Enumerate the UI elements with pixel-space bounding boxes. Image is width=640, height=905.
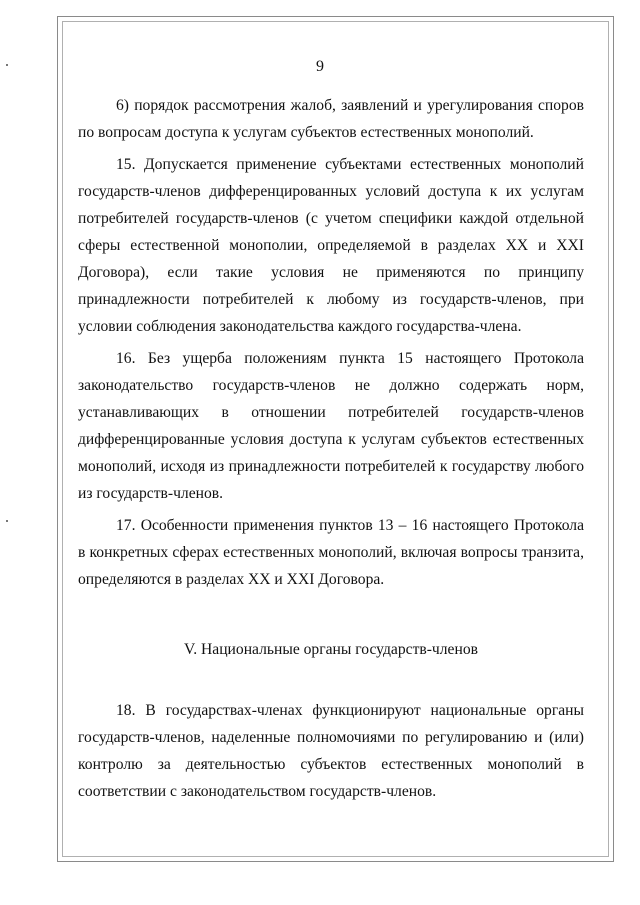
paragraph-17: 17. Особенности применения пунктов 13 – 16 настоящего Протокола в конкретных сферах естественных монополий, включая вопросы транзита, определяются в разделах XX и XXI Договора. — [78, 517, 584, 588]
paragraph-18: 18. В государствах-членах функционируют национальные органы государств-членов, наделенные полномочиями по регулированию и (или) контролю за деятельностью субъектов естественных монополий в соответствии с законодательством государств-членов. — [78, 702, 584, 800]
scan-margin-mark — [6, 520, 8, 522]
document-body — [78, 92, 584, 810]
paragraph-16: 16. Без ущерба положениям пункта 15 настоящего Протокола законодательство государств-членов не должно содержать норм, устанавливающих в отношении потребителей государств-членов дифференцированные условия доступа к услугам субъектов естественных монополий, исходя из принадлежности потребителей к государству любого из государств-членов. — [78, 350, 584, 502]
section-heading: V. Национальные органы государств-членов — [183, 641, 478, 658]
paragraph-15: 15. Допускается применение субъектами естественных монополий государств-членов дифференцированных условий доступа к их услугам потребителей государств-членов (с учетом специфики каждой отдельной сферы естественной монополии, определяемой в разделах XX и XXI Договора), если такие условия не применяются по принципу принадлежности потребителей к любому из государств-членов, при условии соблюдения законодательства каждого государства-члена. — [78, 156, 584, 335]
paragraph-item-6: 6) порядок рассмотрения жалоб, заявлений и урегулирования споров по вопросам доступа к услугам субъектов естественных монополий. — [78, 97, 584, 141]
page-number: 9 — [316, 58, 324, 75]
